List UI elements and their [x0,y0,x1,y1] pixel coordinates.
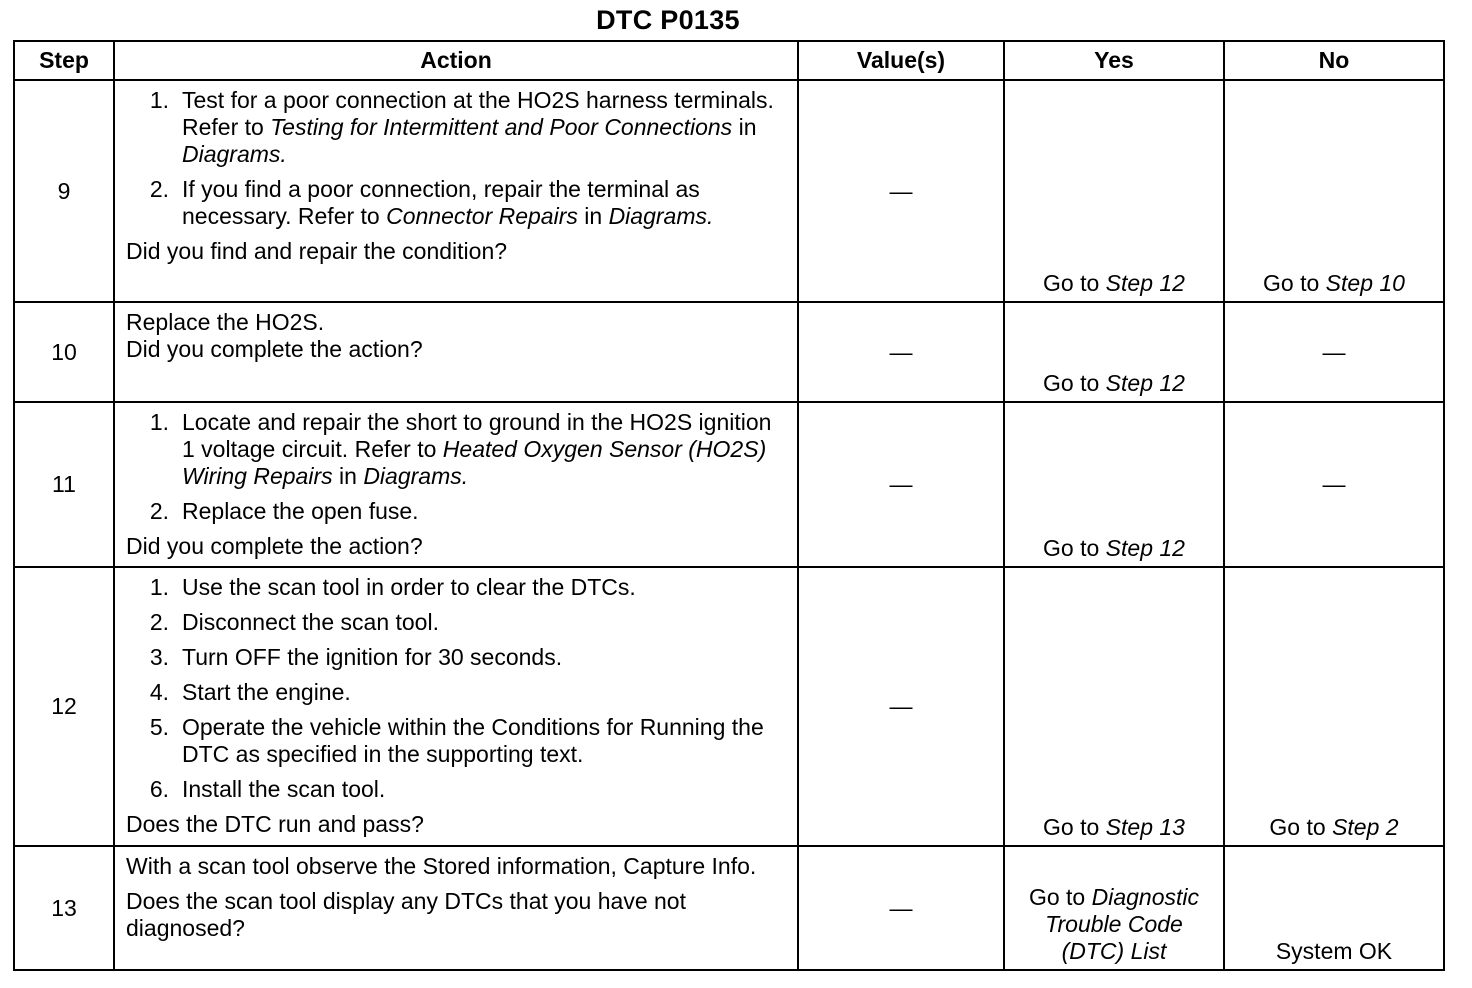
action-item: 2. Disconnect the scan tool. [149,609,439,635]
action-question: Did you complete the action? [126,533,423,559]
table-row [14,567,1444,846]
action-item: 5. Operate the vehicle within the Conditions for Running the DTC as specified in the supporting text. [149,714,764,767]
step-number: 9 [14,80,114,302]
header-action: Action [114,41,798,80]
value-cell: — [798,302,1004,402]
value-cell: — [798,80,1004,302]
action-text: Replace the HO2S. [126,309,325,335]
document-title: DTC P0135 [596,5,740,35]
header-row [14,41,1444,80]
action-item: 1. Locate and repair the short to ground in the HO2S ignition 1 voltage circuit. Refer to Heated Oxygen Sensor (HO2S) Wiring Repairs in Diagrams. [149,409,772,489]
yes-cell: Go to Step 12 [1004,402,1224,567]
action-cell [114,846,798,970]
header-no: No [1224,41,1444,80]
action-item: 6. Install the scan tool. [149,776,386,802]
step-number: 11 [14,402,114,567]
yes-cell: Go to Step 13 [1004,567,1224,846]
action-cell [114,402,798,567]
action-question: Did you find and repair the condition? [126,238,508,264]
step-number: 10 [14,302,114,402]
action-item: 1. Use the scan tool in order to clear the DTCs. [149,574,636,600]
value-cell: — [798,402,1004,567]
value-cell: — [798,567,1004,846]
action-item: 1. Test for a poor connection at the HO2S harness terminals. Refer to Testing for Intermittent and Poor Connections in Diagrams. [149,87,774,167]
step-number: 12 [14,567,114,846]
action-item: 2. Replace the open fuse. [149,498,419,524]
action-question: Does the DTC run and pass? [126,811,424,837]
step-number: 13 [14,846,114,970]
action-item: 4. Start the engine. [149,679,351,705]
action-text: With a scan tool observe the Stored information, Capture Info. [126,853,757,879]
table-row [14,846,1444,970]
no-cell: — [1224,402,1444,567]
action-item: 3. Turn OFF the ignition for 30 seconds. [149,644,563,670]
table-row [14,402,1444,567]
header-step: Step [14,41,114,80]
table-row [14,80,1444,302]
action-question: Does the scan tool display any DTCs that you have not diagnosed? [126,888,686,941]
yes-cell: Go to Diagnostic Trouble Code (DTC) List [1004,846,1224,970]
yes-cell: Go to Step 12 [1004,80,1224,302]
action-question: Did you complete the action? [126,336,423,362]
action-item: 2. If you find a poor connection, repair the terminal as necessary. Refer to Connector Repairs in Diagrams. [149,176,714,229]
dtc-table [13,40,1445,971]
action-cell [114,302,798,402]
no-cell: — [1224,302,1444,402]
action-cell [114,567,798,846]
no-cell: Go to Step 10 [1224,80,1444,302]
table-row [14,302,1444,402]
yes-cell: Go to Step 12 [1004,302,1224,402]
header-yes: Yes [1004,41,1224,80]
value-cell: — [798,846,1004,970]
header-values: Value(s) [798,41,1004,80]
no-cell: Go to Step 2 [1224,567,1444,846]
no-cell: System OK [1224,846,1444,970]
action-cell [114,80,798,302]
